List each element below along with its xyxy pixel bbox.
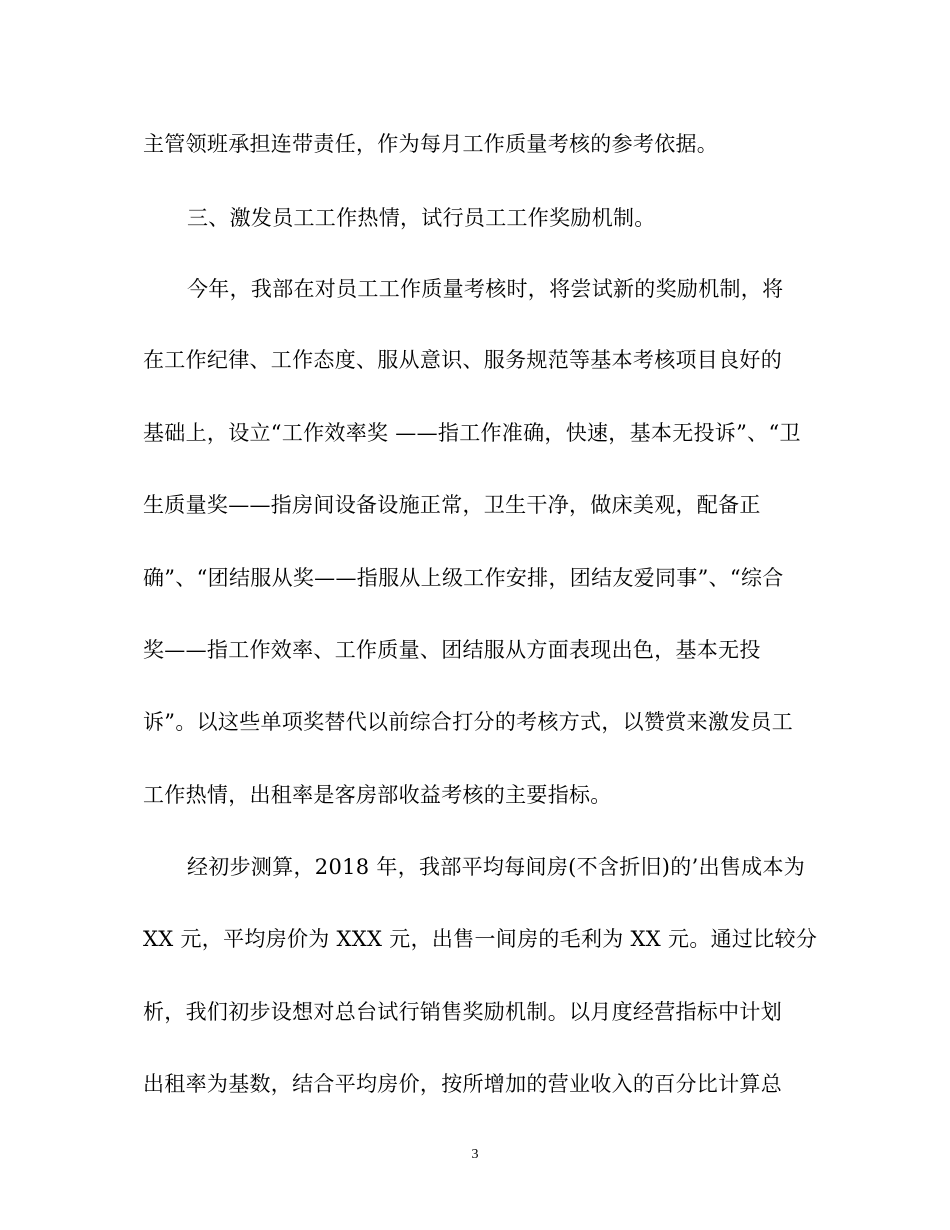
text-line: XX 元，平均房价为 XXX 元，出售一间房的毛利为 XX 元。通过比较分 <box>143 927 818 951</box>
paragraph-first-line: 经初步测算，2018 年，我部平均每间房(不含折旧)的’出售成本为 <box>187 855 806 879</box>
text-line: 奖——指工作效率、工作质量、团结服从方面表现出色，基本无投 <box>143 638 761 662</box>
text-line: 出租率为基数，结合平均房价，按所增加的营业收入的百分比计算总 <box>143 1072 782 1096</box>
text-line: 在工作纪律、工作态度、服从意识、服务规范等基本考核项目良好的 <box>143 348 782 372</box>
section-heading: 三、激发员工工作热情，试行员工工作奖励机制。 <box>187 206 656 230</box>
page-number: 3 <box>471 1147 479 1162</box>
text-line: 主管领班承担连带责任，作为每月工作质量考核的参考依据。 <box>143 132 719 156</box>
text-line: 诉”。以这些单项奖替代以前综合打分的考核方式，以赞赏来激发员工 <box>143 710 794 734</box>
text-line: 工作热情，出租率是客房部收益考核的主要指标。 <box>143 783 612 807</box>
paragraph-first-line: 今年，我部在对员工工作质量考核时，将尝试新的奖励机制，将 <box>187 277 784 301</box>
text-line: 基础上，设立“工作效率奖 ——指工作准确，快速，基本无投诉”、“卫 <box>143 421 801 445</box>
text-line: 生质量奖——指房间设备设施正常，卫生干净，做床美观，配备正 <box>143 493 761 517</box>
text-line: 析，我们初步设想对总台试行销售奖励机制。以月度经营指标中计划 <box>143 1000 782 1024</box>
text-line: 确”、“团结服从奖——指服从上级工作安排，团结友爱同事”、“综合 <box>143 566 784 590</box>
